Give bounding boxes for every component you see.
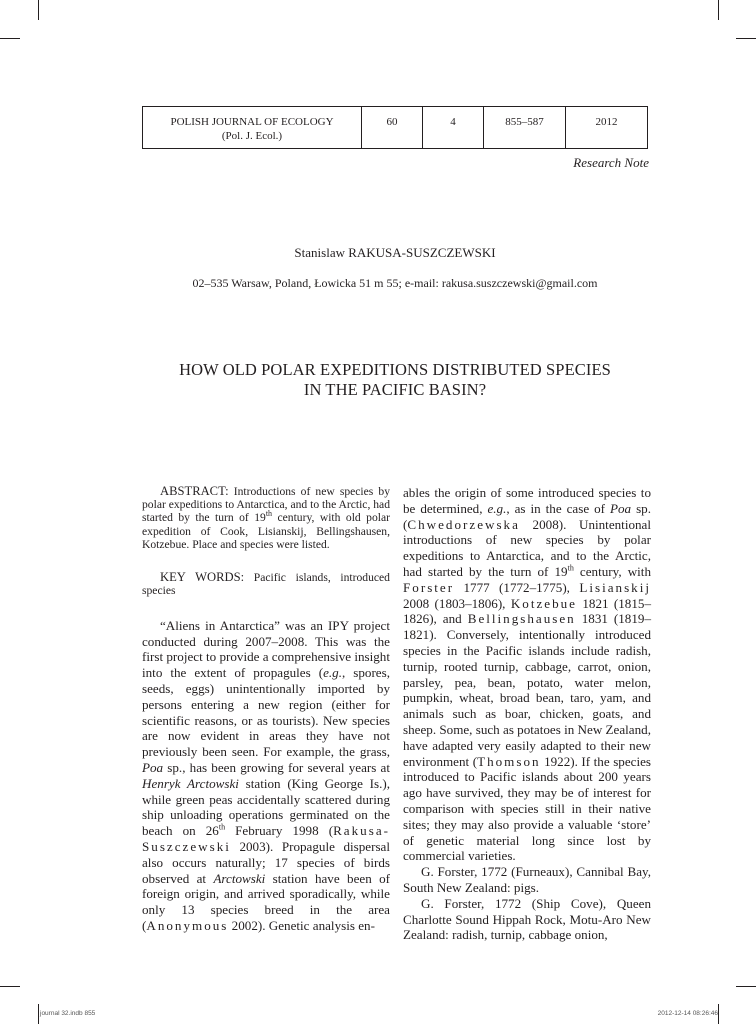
abstract-text-2: century, with old polar expedition of Cook, Lisianskij, Bellingshausen, Kotzebue. Place and species were listed. xyxy=(142,511,390,551)
body-paragraph-3: G. Forster, 1772 (Furneaux), Cannibal Bay, South New Zealand: pigs. xyxy=(403,864,651,895)
citation: Forster xyxy=(403,579,455,595)
citation: Chwedorzewska xyxy=(407,516,520,532)
crop-mark-top-left xyxy=(38,0,39,20)
keywords xyxy=(142,571,390,598)
body-text: station have been of foreign origin, and arrived sporadically, while only 13 species breed in the area ( xyxy=(142,870,391,933)
body-italic: e.g. xyxy=(323,665,342,681)
crop-mark-bottom-right xyxy=(718,1004,719,1024)
crop-mark-top-left-h xyxy=(0,38,20,39)
year-cell: 2012 xyxy=(566,107,648,149)
keywords-text: Pacific islands, introduced species xyxy=(142,571,390,598)
body-text: February 1998 ( xyxy=(225,823,334,839)
abstract-label: ABSTRACT: xyxy=(160,484,229,498)
crop-mark-top-right xyxy=(718,0,719,20)
body-text: 1777 (1772–1775), xyxy=(454,579,580,595)
author-name: Stanislaw RAKUSA-SUSZCZEWSKI xyxy=(294,245,496,260)
body-text: 1922). If the species introduced to Pacific islands about 200 years ago have survived, they may be of interest for comparison with species still in their native sites; they may also provide a valuable ‘store’ of genetic material long since lost by commercial varieties. xyxy=(403,753,652,864)
crop-mark-bottom-left-h xyxy=(0,986,20,987)
body-text: ables the origin of some introduced species to be determined, xyxy=(403,485,651,516)
journal-abbrev: (Pol. J. Ecol.) xyxy=(221,130,283,142)
footer-file-info: journal 32.indb 855 xyxy=(40,1010,96,1017)
title-line-2: IN THE PACIFIC BASIN? xyxy=(303,380,487,399)
body-paragraph-4: G. Forster, 1772 (Ship Cove), Queen Charlotte Sound Hippah Rock, Motu-Aro New Zealand: radish, turnip, cabbage onion, xyxy=(403,895,651,943)
abstract-text-1: Introductions of new species by polar expeditions to Antarctica, and to the Arctic, had started by the turn of 19 xyxy=(142,485,390,525)
volume-cell: 60 xyxy=(362,107,423,149)
pages-cell: 855–587 xyxy=(484,107,566,149)
citation: Thomson xyxy=(477,753,541,769)
citation: Bellingshausen xyxy=(467,611,576,627)
crop-mark-bottom-left xyxy=(38,1004,39,1024)
body-italic: Arctowski xyxy=(213,870,266,886)
article-title xyxy=(0,360,756,400)
journal-name: POLISH JOURNAL OF ECOLOGY xyxy=(170,116,334,128)
body-text: , as in the case of xyxy=(506,500,610,516)
body-sup: th xyxy=(218,822,226,832)
body-text: 2008 (1803–1806), xyxy=(403,595,511,611)
citation: Kotzebue xyxy=(510,595,577,611)
body-text: century, with xyxy=(573,563,651,579)
journal-header-table xyxy=(142,106,648,149)
body-italic: e.g. xyxy=(487,500,507,516)
citation: Rakusa-Suszczewski xyxy=(142,823,390,854)
body-text: 2008). Unintentional introductions of new species by polar expeditions to Antarctica, and to the Arctic, had started by the turn of 19 xyxy=(403,516,651,579)
body-text: 1831 (1819–1821). Conversely, intentionally introduced species in the Pacific islands include radish, turnip, rooted turnip, cabbage, carrot, onion, parsley, pea, bean, potato, water melon, pumpkin, wheat, broad bean, taro, yam, and animals such as boar, chicken, goats, and sheep. Some, such as potatoes in New Zealand, have adapted very easily adapted to their new environment ( xyxy=(403,611,651,769)
crop-mark-bottom-right-h xyxy=(736,986,756,987)
body-text: “Aliens in Antarctica” was an IPY project conducted during 2007–2008. This was the first project to provide a comprehensive insight into the extent of propagules ( xyxy=(142,617,390,681)
citation: Lisianskij xyxy=(579,579,651,595)
citation: Anonymous xyxy=(146,917,229,933)
abstract-sup: th xyxy=(265,509,273,519)
body-italic: Poa xyxy=(142,760,164,775)
body-paragraph-1 xyxy=(142,618,390,934)
right-column xyxy=(403,485,651,943)
body-text: , spores, seeds, eggs) unintentionally imported by persons entering a new region (either for scientific reasons, or as tourists). New species are now evident in areas they have not previously been seen. For example, the grass, xyxy=(142,665,390,760)
body-italic: Henryk Arctowski xyxy=(142,775,239,791)
body-italic: Poa xyxy=(610,500,632,516)
body-text: 2002). Genetic analysis en- xyxy=(228,917,375,933)
keywords-label: KEY WORDS: xyxy=(160,570,245,585)
left-column xyxy=(142,485,390,934)
crop-mark-top-right-h xyxy=(736,38,756,39)
body-paragraph-2 xyxy=(403,485,651,864)
journal-name-cell xyxy=(143,107,362,149)
author-address: 02–535 Warsaw, Poland, Łowicka 51 m 55; e-mail: rakusa.suszczewski@gmail.com xyxy=(192,276,598,290)
issue-cell: 4 xyxy=(423,107,484,149)
article-type: Research Note xyxy=(573,155,649,170)
body-text: sp., has been growing for several years at xyxy=(163,760,390,775)
title-line-1: HOW OLD POLAR EXPEDITIONS DISTRIBUTED SPECIES xyxy=(179,360,611,379)
abstract xyxy=(142,485,390,551)
body-text: sp. ( xyxy=(403,500,651,532)
footer-timestamp: 2012-12-14 08:26:46 xyxy=(657,1010,718,1017)
body-text: 2003). Propagule dispersal also occurs naturally; 17 species of birds observed at xyxy=(142,838,390,886)
body-text: 1821 (1815–1826), and xyxy=(403,595,651,627)
body-text: station (King George Is.), while green peas accidentally scattered during ship unloading operations germinated on the beach on 26 xyxy=(142,775,391,839)
body-sup: th xyxy=(567,563,574,573)
